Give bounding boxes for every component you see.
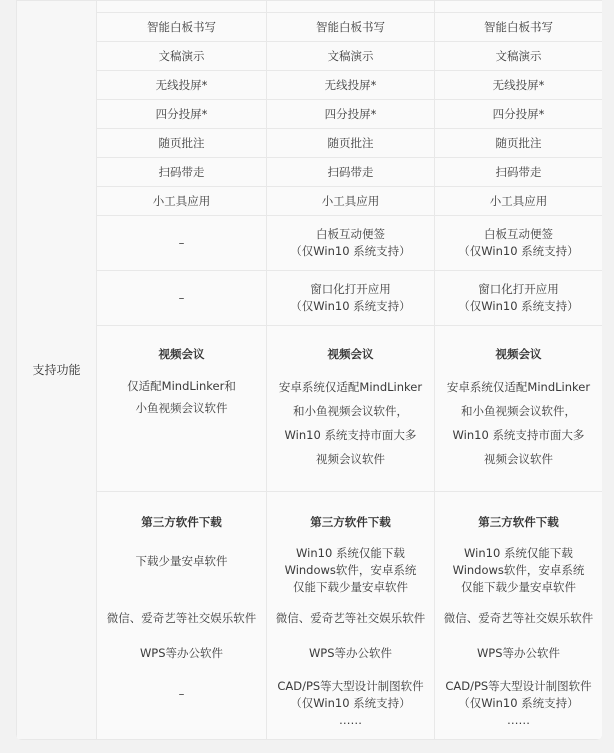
feature-cell: 小工具应用 — [435, 187, 603, 216]
feature-note: （仅Win10 系统支持） — [290, 244, 411, 258]
third-party-row — [17, 492, 603, 740]
feature-row — [17, 42, 603, 71]
download-line: 仅能下载少量安卓软件 — [293, 580, 408, 594]
top-spacer — [267, 1, 435, 13]
feature-line: 白板互动便签 — [316, 227, 385, 241]
video-line: 安卓系统仅适配MindLinker — [446, 380, 591, 394]
office-line: WPS等办公软件 — [139, 646, 224, 660]
feature-row — [17, 187, 603, 216]
video-line: 视频会议软件 — [484, 452, 553, 466]
download-line: 仅能下载少量安卓软件 — [461, 580, 576, 594]
video-title: 视频会议 — [327, 347, 374, 361]
feature-cell: 文稿演示 — [97, 42, 267, 71]
feature-cell: 无线投屏* — [435, 71, 603, 100]
feature-row — [17, 158, 603, 187]
video-cell — [435, 326, 603, 492]
feature-row — [17, 71, 603, 100]
feature-line: 窗口化打开应用 — [478, 282, 559, 296]
top-spacer — [435, 1, 603, 13]
download-line: Windows软件，安卓系统 — [452, 563, 585, 577]
feature-cell: 四分投屏* — [267, 100, 435, 129]
video-cell — [97, 326, 267, 492]
cad-line: CAD/PS等大型设计制图软件 — [445, 679, 592, 693]
third-party-title: 第三方软件下载 — [141, 515, 222, 529]
feature-cell: 智能白板书写 — [267, 13, 435, 42]
feature-cell: 扫码带走 — [97, 158, 267, 187]
third-party-cell — [435, 492, 603, 740]
video-conference-row — [17, 326, 603, 492]
feature-row — [17, 13, 603, 42]
top-spacer — [97, 1, 267, 13]
feature-cell: 文稿演示 — [435, 42, 603, 71]
download-line: Win10 系统仅能下载 — [464, 546, 573, 560]
feature-comparison-card — [16, 0, 602, 740]
video-line: 和小鱼视频会议软件， — [461, 404, 576, 418]
feature-cell: 小工具应用 — [267, 187, 435, 216]
office-line: WPS等办公软件 — [476, 646, 561, 660]
feature-cell: 智能白板书写 — [435, 13, 603, 42]
video-cell — [267, 326, 435, 492]
feature-row — [17, 271, 603, 326]
video-line: 和小鱼视频会议软件， — [293, 404, 408, 418]
feature-cell: 随页批注 — [435, 129, 603, 158]
feature-cell: 随页批注 — [97, 129, 267, 158]
video-line: 仅适配MindLinker和 — [127, 379, 236, 393]
feature-cell: 智能白板书写 — [97, 13, 267, 42]
video-line: 安卓系统仅适配MindLinker — [278, 380, 423, 394]
feature-note: （仅Win10 系统支持） — [458, 299, 579, 313]
feature-row — [17, 129, 603, 158]
cad-line: （仅Win10 系统支持） — [458, 696, 579, 710]
video-title: 视频会议 — [158, 347, 205, 361]
video-title: 视频会议 — [495, 347, 542, 361]
feature-cell: 无线投屏* — [97, 71, 267, 100]
category-label: 支持功能 — [17, 1, 97, 740]
third-party-title: 第三方软件下载 — [310, 515, 391, 529]
video-line: Win10 系统支持市面大多 — [452, 428, 585, 442]
feature-row — [17, 100, 603, 129]
feature-cell: 扫码带走 — [267, 158, 435, 187]
feature-cell: 扫码带走 — [435, 158, 603, 187]
cad-line: …… — [339, 713, 362, 727]
video-line: 小鱼视频会议软件 — [135, 401, 228, 415]
cad-line: CAD/PS等大型设计制图软件 — [277, 679, 424, 693]
feature-cell — [267, 216, 435, 271]
social-line: 微信、爱奇艺等社交娱乐软件 — [275, 611, 426, 625]
feature-cell: 四分投屏* — [97, 100, 267, 129]
feature-cell — [435, 271, 603, 326]
video-line: 视频会议软件 — [316, 452, 385, 466]
download-line: Win10 系统仅能下载 — [296, 546, 405, 560]
cad-line: – — [178, 687, 185, 701]
third-party-cell — [97, 492, 267, 740]
office-line: WPS等办公软件 — [308, 646, 393, 660]
cad-line: （仅Win10 系统支持） — [290, 696, 411, 710]
feature-comparison-table — [16, 0, 602, 740]
feature-cell — [435, 216, 603, 271]
feature-note: （仅Win10 系统支持） — [290, 299, 411, 313]
feature-line: 窗口化打开应用 — [310, 282, 391, 296]
third-party-title: 第三方软件下载 — [478, 515, 559, 529]
feature-note: （仅Win10 系统支持） — [458, 244, 579, 258]
feature-cell: 随页批注 — [267, 129, 435, 158]
feature-cell: – — [97, 216, 267, 271]
feature-cell: 文稿演示 — [267, 42, 435, 71]
feature-cell: 无线投屏* — [267, 71, 435, 100]
third-party-cell — [267, 492, 435, 740]
cad-line: …… — [507, 713, 530, 727]
feature-row — [17, 216, 603, 271]
feature-cell: 四分投屏* — [435, 100, 603, 129]
download-line: 下载少量安卓软件 — [135, 554, 228, 568]
feature-cell: 小工具应用 — [97, 187, 267, 216]
social-line: 微信、爱奇艺等社交娱乐软件 — [106, 611, 257, 625]
feature-cell: – — [97, 271, 267, 326]
social-line: 微信、爱奇艺等社交娱乐软件 — [443, 611, 594, 625]
video-line: Win10 系统支持市面大多 — [284, 428, 417, 442]
feature-line: 白板互动便签 — [484, 227, 553, 241]
feature-cell — [267, 271, 435, 326]
download-line: Windows软件，安卓系统 — [284, 563, 417, 577]
